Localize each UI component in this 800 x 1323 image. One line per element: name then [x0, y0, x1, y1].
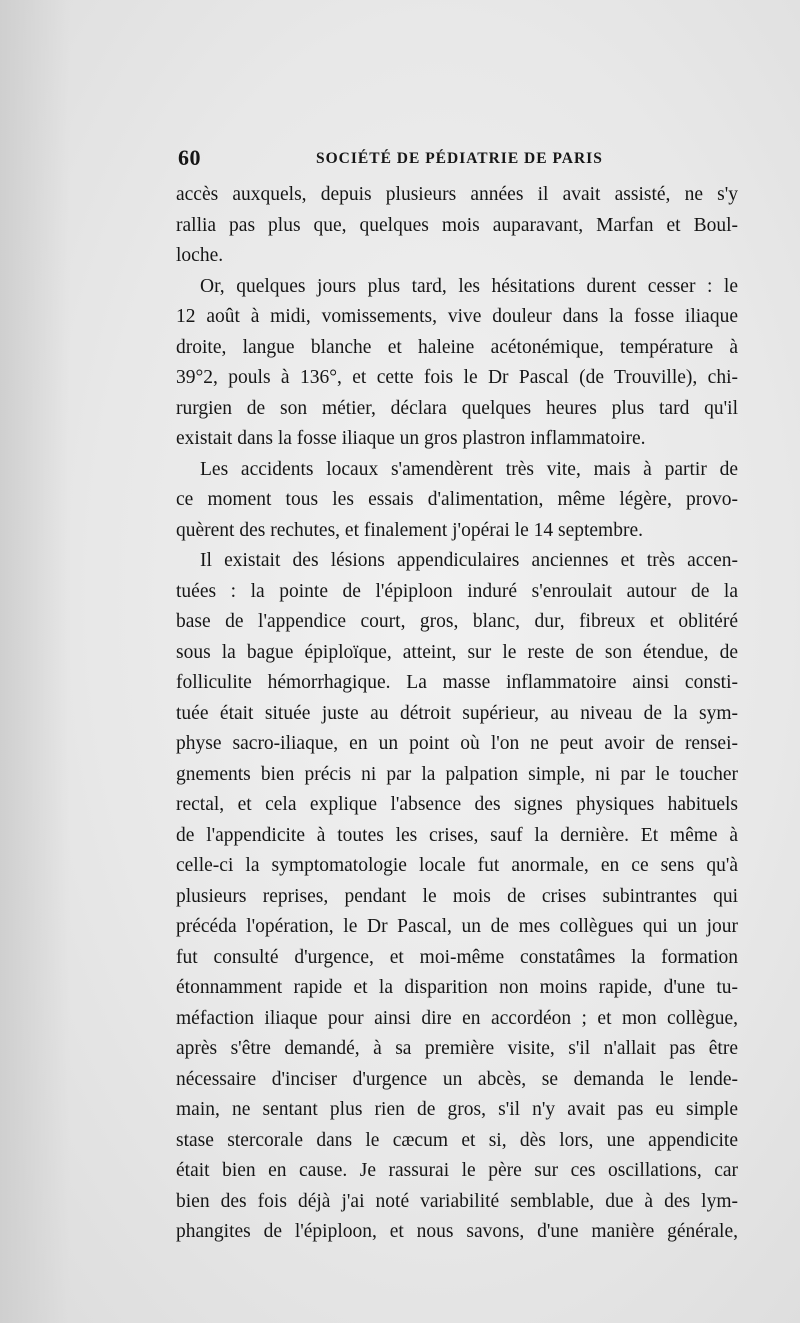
text-line: physe sacro-iliaque, en un point où l'on ne peut avoir de rensei- — [176, 733, 738, 754]
text-line: gnements bien précis ni par la palpation simple, ni par le toucher — [176, 763, 738, 785]
text-line: fut consulté d'urgence, et moi-même constatâmes la formation — [176, 946, 738, 968]
text-line: nécessaire d'inciser d'urgence un abcès, se demanda le lende- — [176, 1068, 738, 1090]
text-line: folliculite hémorrhagique. La masse inflammatoire ainsi consti- — [176, 672, 738, 693]
text-line: rectal, et cela explique l'absence des signes physiques habituels — [176, 794, 738, 815]
text-line: tuée était située juste au détroit supérieur, au niveau de la sym- — [176, 702, 738, 724]
text-line: de l'appendicite à toutes les crises, sauf la dernière. Et même à — [176, 824, 738, 846]
text-line: rallia pas plus que, quelques mois auparavant, Marfan et Boul- — [176, 214, 738, 236]
text-line: existait dans la fosse iliaque un gros plastron inflammatoire. — [176, 428, 646, 449]
text-line: tuées : la pointe de l'épiploon induré s'enroulait autour de la — [176, 580, 738, 602]
text-line: base de l'appendice court, gros, blanc, dur, fibreux et oblitéré — [176, 611, 738, 632]
page-header — [178, 145, 738, 175]
text-line: stase stercorale dans le cæcum et si, dès lors, une appendicite — [176, 1129, 738, 1151]
text-line: Or, quelques jours plus tard, les hésitations durent cesser : le — [200, 275, 738, 297]
text-line: Il existait des lésions appendiculaires anciennes et très accen- — [200, 550, 738, 571]
text-line: 39°2, pouls à 136°, et cette fois le Dr Pascal (de Trouville), chi- — [176, 367, 738, 388]
text-line: ce moment tous les essais d'alimentation, même légère, provo- — [176, 489, 738, 510]
page-edge-shadow — [0, 0, 70, 1323]
text-line: loche. — [176, 245, 224, 266]
text-line: quèrent des rechutes, et finalement j'opérai le 14 septembre. — [176, 519, 643, 541]
text-line: sous la bague épiploïque, atteint, sur le reste de son étendue, de — [176, 641, 738, 663]
text-line: droite, langue blanche et haleine acétonémique, température à — [176, 336, 738, 358]
page-number: 60 — [178, 145, 201, 170]
text-line: étonnamment rapide et la disparition non moins rapide, d'une tu- — [176, 977, 738, 998]
text-line: phangites de l'épiploon, et nous savons, d'une manière générale, — [176, 1221, 738, 1242]
text-line: plusieurs reprises, pendant le mois de crises subintrantes qui — [176, 885, 738, 907]
text-line: méfaction iliaque pour ainsi dire en accordéon ; et mon collègue, — [176, 1007, 738, 1029]
text-line: main, ne sentant plus rien de gros, s'il n'y avait pas eu simple — [176, 1099, 738, 1120]
text-line: accès auxquels, depuis plusieurs années il avait assisté, ne s'y — [176, 184, 738, 205]
text-line: précéda l'opération, le Dr Pascal, un de mes collègues qui un jour — [176, 916, 738, 937]
body-text — [176, 180, 738, 1248]
text-line: Les accidents locaux s'amendèrent très vite, mais à partir de — [200, 458, 738, 480]
text-line: était bien en cause. Je rassurai le père sur ces oscillations, car — [176, 1160, 738, 1181]
text-line: bien des fois déjà j'ai noté variabilité semblable, due à des lym- — [176, 1190, 738, 1212]
text-line: rurgien de son métier, déclara quelques heures plus tard qu'il — [176, 397, 738, 419]
running-title: SOCIÉTÉ DE PÉDIATRIE DE PARIS — [316, 150, 603, 167]
text-line: 12 août à midi, vomissements, vive douleur dans la fosse iliaque — [176, 306, 738, 327]
text-line: après s'être demandé, à sa première visite, s'il n'allait pas être — [176, 1038, 738, 1059]
text-line: celle-ci la symptomatologie locale fut anormale, en ce sens qu'à — [176, 855, 738, 876]
